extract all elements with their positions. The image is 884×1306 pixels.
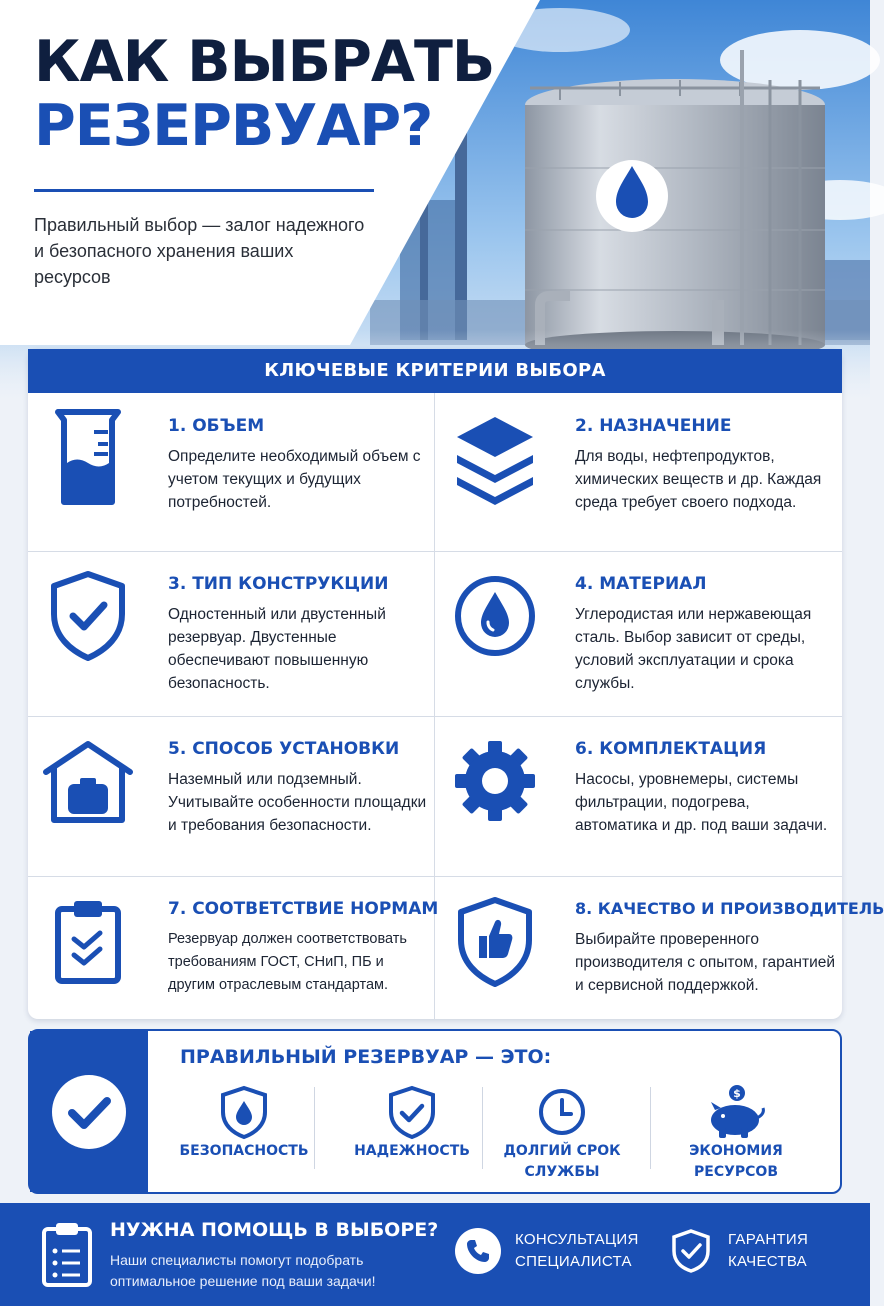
criteria-item-title: 6. КОМПЛЕКТАЦИЯ [575, 739, 767, 759]
benefit-safety [160, 1083, 328, 1187]
criteria-item-title: 4. МАТЕРИАЛ [575, 574, 707, 594]
title-line-2: РЕЗЕРВУАР? [34, 93, 433, 159]
consultation-link[interactable] [455, 1228, 655, 1274]
criteria-item-title: 5. СПОСОБ УСТАНОВКИ [168, 739, 400, 759]
criteria-item-text: Резервуар должен соответствовать требованиям ГОСТ, СНиП, ПБ и другим отраслевым стандартам. [168, 931, 407, 993]
phone-icon [455, 1228, 501, 1274]
shield-check-icon [668, 1228, 714, 1274]
benefit-longevity [478, 1083, 646, 1187]
criteria-item-text: Для воды, нефтепродуктов, химических веществ и др. Каждая среда требует своего подхода. [575, 448, 822, 511]
criteria-item-standards [28, 876, 439, 1019]
clipboard-check-icon [48, 896, 128, 986]
consultation-label: КОНСУЛЬТАЦИЯ СПЕЦИАЛИСТА [515, 1231, 639, 1270]
layers-icon [455, 413, 535, 503]
criteria-item-quality [435, 876, 884, 1019]
criteria-item-material [435, 551, 842, 716]
benefit-divider [650, 1087, 651, 1169]
shield-drop-icon [160, 1083, 328, 1141]
criteria-item-equipment [435, 716, 842, 876]
shield-check-icon [328, 1083, 496, 1141]
page-title [34, 30, 494, 158]
guarantee-label: ГАРАНТИЯ КАЧЕСТВА [728, 1231, 809, 1270]
criteria-heading: КЛЮЧЕВЫЕ КРИТЕРИИ ВЫБОРА [28, 349, 842, 393]
piggy-bank-icon [652, 1083, 820, 1141]
benefit-savings [652, 1083, 820, 1187]
criteria-item-text: Наземный или подземный. Учитывайте особенности площадки и требования безопасности. [168, 771, 427, 834]
benefit-label: НАДЕЖНОСТЬ [354, 1143, 470, 1159]
criteria-item-title: 7. СООТВЕТСТВИЕ НОРМАМ [168, 899, 439, 919]
criteria-item-construction [28, 551, 435, 716]
house-tank-icon [48, 736, 128, 826]
check-circle-icon [49, 1072, 129, 1152]
criteria-item-title: 2. НАЗНАЧЕНИЕ [575, 416, 732, 436]
footer-title: НУЖНА ПОМОЩЬ В ВЫБОРЕ? [110, 1219, 439, 1241]
footer-banner [0, 1203, 870, 1306]
title-line-1: КАК ВЫБРАТЬ [34, 29, 495, 95]
criteria-item-purpose [435, 393, 842, 551]
summary-title: ПРАВИЛЬНЫЙ РЕЗЕРВУАР — ЭТО: [180, 1046, 552, 1068]
benefit-reliability [328, 1083, 496, 1187]
criteria-item-text: Выбирайте проверенного производителя с опытом, гарантией и сервисной поддержкой. [575, 931, 836, 994]
gear-icon [455, 736, 535, 826]
title-divider [34, 189, 374, 192]
benefit-divider [314, 1087, 315, 1169]
criteria-item-volume [28, 393, 435, 551]
benefit-label: БЕЗОПАСНОСТЬ [179, 1143, 309, 1159]
droplet-circle-icon [455, 571, 535, 661]
clipboard-list-icon [40, 1221, 94, 1292]
criteria-item-text: Определите необходимый объем с учетом текущих и будущих потребностей. [168, 448, 421, 511]
criteria-item-title: 8. КАЧЕСТВО И ПРОИЗВОДИТЕЛЬ [575, 899, 884, 918]
summary-card [28, 1029, 842, 1194]
svg-text:$: $ [733, 1087, 741, 1100]
criteria-item-installation [28, 716, 435, 876]
summary-badge [30, 1031, 148, 1192]
shield-thumbs-up-icon [455, 896, 535, 986]
beaker-icon [48, 413, 128, 503]
criteria-item-title: 3. ТИП КОНСТРУКЦИИ [168, 574, 389, 594]
hero-subtitle: Правильный выбор — залог надежного и безопасного хранения ваших ресурсов [34, 215, 365, 287]
criteria-card [28, 349, 884, 1019]
hero-section [0, 0, 870, 400]
shield-check-icon [48, 571, 128, 661]
criteria-item-text: Углеродистая или нержавеющая сталь. Выбор зависит от среды, условий эксплуатации и срока службы. [575, 606, 812, 692]
criteria-item-title: 1. ОБЪЕМ [168, 416, 265, 436]
benefit-label: ДОЛГИЙ СРОК СЛУЖБЫ [503, 1143, 621, 1180]
quality-guarantee [668, 1228, 848, 1274]
benefit-label: ЭКОНОМИЯ РЕСУРСОВ [689, 1143, 783, 1180]
clock-icon [478, 1083, 646, 1141]
criteria-item-text: Насосы, уровнемеры, системы фильтрации, подогрева, автоматика и др. под ваши задачи. [575, 771, 828, 834]
criteria-item-text: Одностенный или двустенный резервуар. Двустенные обеспечивают повышенную безопасность. [168, 606, 386, 692]
footer-text: Наши специалисты помогут подобрать оптимальное решение под ваши задачи! [110, 1252, 376, 1289]
